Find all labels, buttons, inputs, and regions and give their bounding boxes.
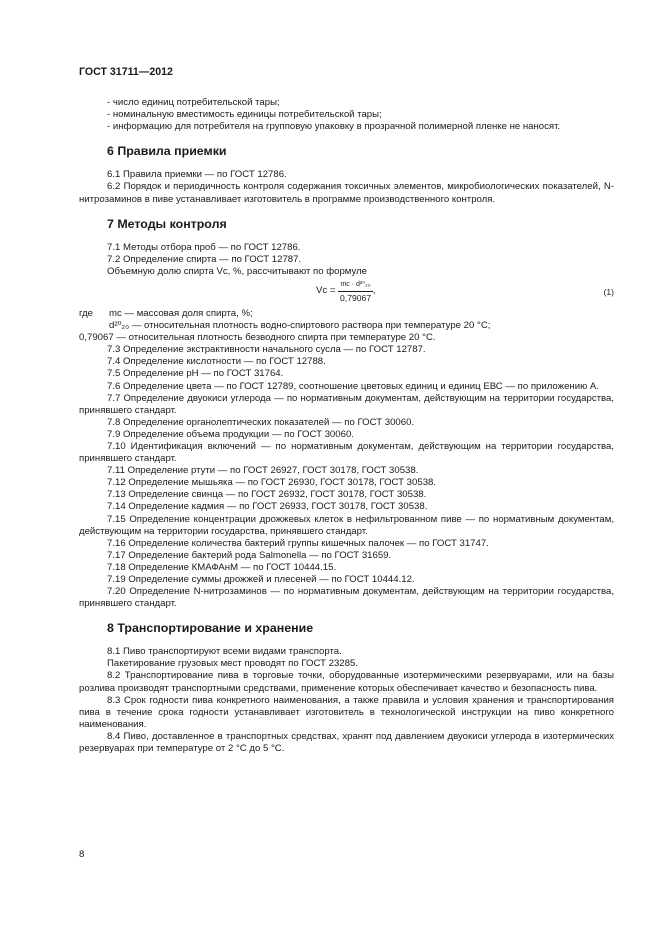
clause-7-14: 7.14 Определение кадмия — по ГОСТ 26933, ГОСТ 30178, ГОСТ 30538. <box>107 501 428 513</box>
clause-8-2: 8.2 Транспортирование пива в торговые точки, оборудованные изотермическими резервуарами, или на базы розлива производят транспортными средствами, применение которых обеспечивает качество и безопасность пива. <box>79 670 614 694</box>
formula-intro: Объемную долю спирта Vс, %, рассчитывают по формуле <box>107 265 368 277</box>
formula-lhs: Vс = <box>316 285 336 297</box>
clause-7-7: 7.7 Определение двуокиси углерода — по нормативным документам, действующим на территории государства, принявшего стандарт. <box>79 392 614 416</box>
clause-7-4: 7.4 Определение кислотности — по ГОСТ 12788. <box>107 356 326 368</box>
intro-line-1: - число единиц потребительской тары; <box>107 97 280 109</box>
clause-6-2: 6.2 Порядок и периодичность контроля содержания токсичных элементов, микробиологических показателей, N-нитрозаминов в пиве устанавливает изготовитель в программе производственного контроля. <box>79 181 614 205</box>
formula-numerator: mс · d²⁰₂₀ <box>338 280 372 292</box>
section-6-title: 6 Правила приемки <box>107 144 227 159</box>
clause-7-11: 7.11 Определение ртути — по ГОСТ 26927, ГОСТ 30178, ГОСТ 30538. <box>107 465 419 477</box>
clause-7-8: 7.8 Определение органолептических показателей — по ГОСТ 30060. <box>107 416 415 428</box>
document-header: ГОСТ 31711—2012 <box>79 66 173 78</box>
where-label: где <box>79 307 94 319</box>
where-row-1 <box>79 308 614 320</box>
where-def-3: 0,79067 — относительная плотность безводного спирта при температуре 20 °С. <box>79 332 436 344</box>
clause-7-1: 7.1 Методы отбора проб — по ГОСТ 12786. <box>107 241 301 253</box>
clause-8-4: 8.4 Пиво, доставленное в транспортных средствах, хранят под давлением двуокиси углерода в изотермических резервуарах при температуре от 2 °С до 5 °С. <box>79 730 614 755</box>
formula-fraction <box>338 280 372 303</box>
intro-line-3: - информацию для потребителя на групповую упаковку в прозрачной полимерной пленке не наносят. <box>107 121 561 133</box>
clause-7-13: 7.13 Определение свинца — по ГОСТ 26932, ГОСТ 30178, ГОСТ 30538. <box>107 489 427 501</box>
formula-block <box>79 278 614 308</box>
clause-8-3: 8.3 Срок годности пива конкретного наименования, а также правила и условия хранения и транспортирования пива в течение срока годности устанавливает изготовитель в технологической инструкции на пиво конкретного наименования. <box>79 694 614 730</box>
section-8-title: 8 Транспортирование и хранение <box>107 621 314 636</box>
clause-7-9: 7.9 Определение объема продукции — по ГОСТ 30060. <box>107 428 354 440</box>
clause-7-6: 7.6 Определение цвета — по ГОСТ 12789, соотношение цветовых единиц и единиц ЕВС — по приложению А. <box>107 380 600 392</box>
clause-8-1-pack: Пакетирование грузовых мест проводят по ГОСТ 23285. <box>107 658 358 670</box>
clause-7-16: 7.16 Определение количества бактерий группы кишечных палочек — по ГОСТ 31747. <box>107 537 489 549</box>
clause-7-19: 7.19 Определение суммы дрожжей и плесеней — по ГОСТ 10444.12. <box>107 574 415 585</box>
clause-7-20: 7.20 Определение N-нитрозаминов — по нормативным документам, действующим на территории государства, принявшего стандарт. <box>79 586 614 610</box>
clause-7-10: 7.10 Идентификация включений — по нормативным документам, действующим на территории государства, принявшего стандарт. <box>79 440 614 465</box>
formula <box>316 280 375 303</box>
formula-denominator: 0,79067 <box>340 292 372 303</box>
clause-7-2: 7.2 Определение спирта — по ГОСТ 12787. <box>107 253 302 265</box>
equation-number: (1) <box>603 286 614 297</box>
clause-7-18: 7.18 Определение КМАФАнМ — по ГОСТ 10444.15. <box>107 561 337 573</box>
clause-7-17: 7.17 Определение бактерий рода Salmonella — по ГОСТ 31659. <box>107 549 392 561</box>
clause-6-1: 6.1 Правила приемки — по ГОСТ 12786. <box>107 169 287 181</box>
where-def-1: mс — массовая доля спирта, %; <box>109 307 253 319</box>
intro-line-2: - номинальную вместимость единицы потребительской тары; <box>107 109 382 121</box>
clause-7-12: 7.12 Определение мышьяка — по ГОСТ 26930, ГОСТ 30178, ГОСТ 30538. <box>107 477 437 489</box>
where-def-2: d²⁰₂₀ — относительная плотность водно-спиртового раствора при температуре 20 °С; <box>109 320 491 332</box>
document-page <box>79 66 614 755</box>
clause-8-1: 8.1 Пиво транспортируют всеми видами транспорта. <box>107 646 342 658</box>
where-row-2 <box>79 320 614 332</box>
clause-7-3: 7.3 Определение экстрактивности начального сусла — по ГОСТ 12787. <box>107 344 426 356</box>
formula-comma: , <box>372 285 376 297</box>
section-7-title: 7 Методы контроля <box>107 216 227 231</box>
clause-7-5: 7.5 Определение рН — по ГОСТ 31764. <box>107 368 284 380</box>
clause-7-15: 7.15 Определение концентрации дрожжевых клеток в нефильтрованном пиве — по нормативным документам, действующим на территории государства, принявшего стандарт. <box>79 513 614 537</box>
page-number: 8 <box>79 849 85 860</box>
